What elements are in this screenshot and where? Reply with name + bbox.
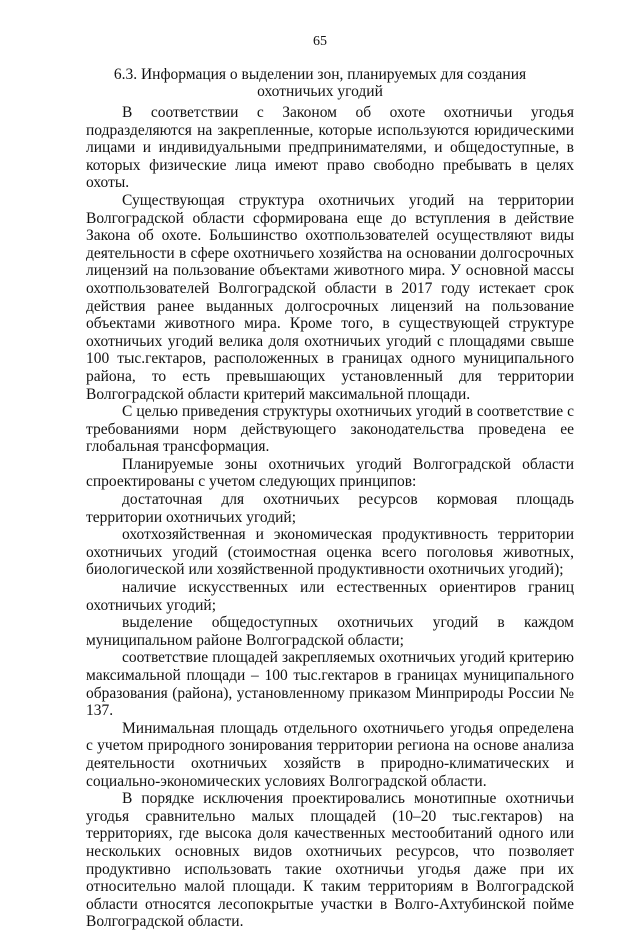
list-item: выделение общедоступных охотничьих угодий в каждом муниципальном районе Волгоградской области; bbox=[86, 614, 574, 649]
section-heading-line-1: 6.3. Информация о выделении зон, планируемых для создания bbox=[113, 66, 527, 83]
paragraph: С целью приведения структуры охотничьих угодий в соответствие с требованиями норм действующего законодательства проведена ее глобальная трансформация. bbox=[86, 403, 574, 456]
paragraph: В соответствии с Законом об охоте охотничьи угодья подразделяются на закрепленные, которые используются юридическими лицами и индивидуальными предпринимателями, и общедоступные, в которых физические лица имеют право свободно пребывать в целях охоты. bbox=[86, 104, 574, 192]
section-heading bbox=[112, 66, 528, 100]
list-item: наличие искусственных или естественных ориентиров границ охотничьих угодий; bbox=[86, 579, 574, 614]
page-number: 65 bbox=[313, 34, 327, 49]
paragraph: В порядке исключения проектировались монотипные охотничьи угодья сравнительно малых площадей (10–20 тыс.гектаров) на территориях, где высока доля качественных местообитаний одного или нескольких основных видов охотничьих ресурсов, что позволяет продуктивно использовать такие охотничьи угодья даже при их относительно малой площади. К таким территориям в Волгоградской области относятся лесопокрытые участки в Волго-Ахтубинской пойме Волгоградской области. bbox=[86, 790, 574, 931]
list-item: охотхозяйственная и экономическая продуктивность территории охотничьих угодий (стоимостная оценка всего поголовья животных, биологической или хозяйственной продуктивности охотничьих угодий); bbox=[86, 526, 574, 579]
list-item: достаточная для охотничьих ресурсов кормовая площадь территории охотничьих угодий; bbox=[86, 491, 574, 526]
section-heading-line-2: охотничьих угодий bbox=[257, 83, 383, 100]
list-item: соответствие площадей закрепляемых охотничьих угодий критерию максимальной площади – 100 тыс.гектаров в границах муниципального образования (района), установленному приказом Минприроды России № 137. bbox=[86, 649, 574, 720]
body-text bbox=[86, 104, 574, 931]
paragraph: Минимальная площадь отдельного охотничьего угодья определена с учетом природного зонирования территории региона на основе анализа деятельности охотничьих хозяйств в природно-климатических и социально-экономических условиях Волгоградской области. bbox=[86, 719, 574, 790]
paragraph: Планируемые зоны охотничьих угодий Волгоградской области спроектированы с учетом следующих принципов: bbox=[86, 455, 574, 491]
paragraph: Существующая структура охотничьих угодий на территории Волгоградской области сформирована еще до вступления в действие Закона об охоте. Большинство охотпользователей осуществляют виды деятельности в сфере охотничьего хозяйства на основании долгосрочных лицензий на пользование объектами животного мира. У основной массы охотпользователей Волгоградской области в 2017 году истекает срок действия ранее выданных долгосрочных лицензий на пользование объектами животного мира. Кроме того, в существующей структуре охотничьих угодий велика доля охотничьих угодий с площадями свыше 100 тыс.гектаров, расположенных в границах одного муниципального района, то есть превышающих установленный для территории Волгоградской области критерий максимальной площади. bbox=[86, 191, 574, 403]
